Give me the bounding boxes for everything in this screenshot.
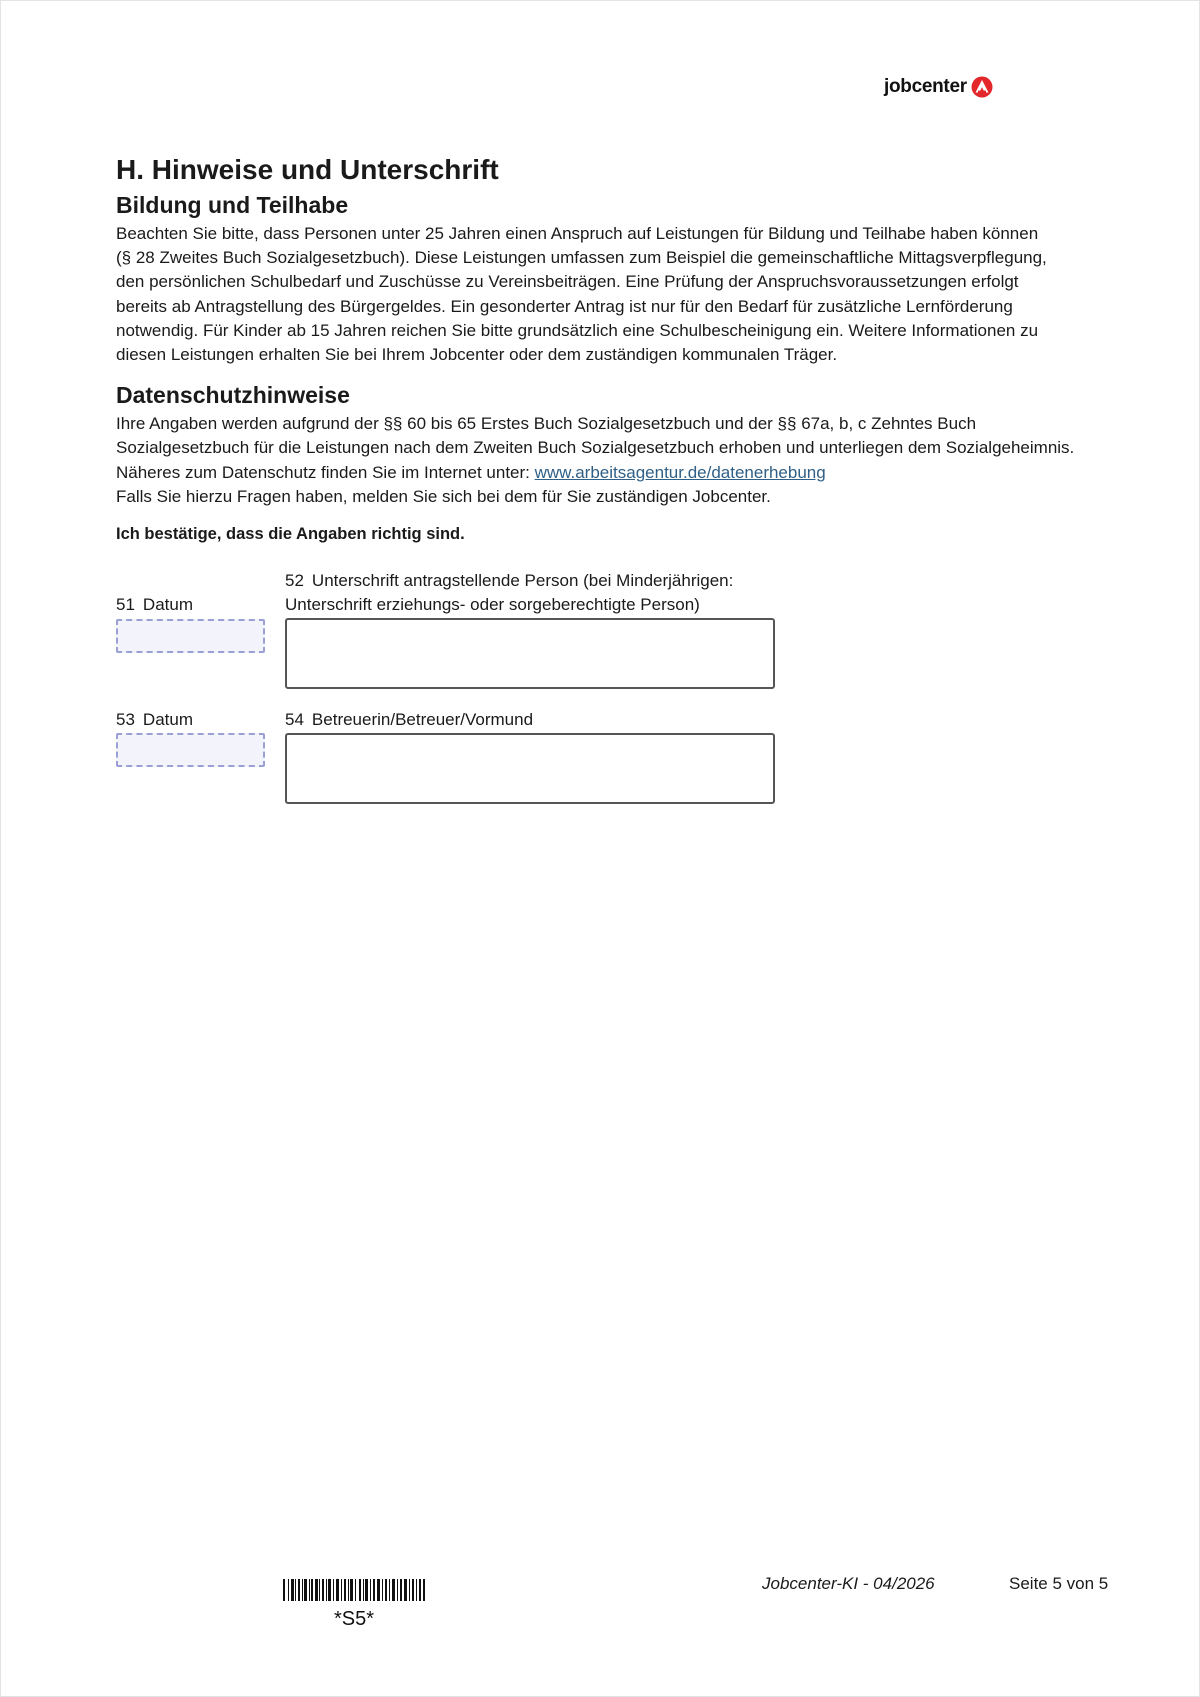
field-53-label	[116, 708, 193, 732]
barcode-label: *S5*	[333, 1608, 375, 1630]
jobcenter-logo	[884, 74, 993, 100]
datenschutz-text	[116, 412, 1116, 509]
bildung-text	[116, 222, 1116, 367]
barcode-icon	[283, 1579, 425, 1601]
field-number: 51	[116, 595, 135, 614]
bildung-line: den persönlichen Schulbedarf und Zuschüsse zu Vereinsbeiträgen. Eine Prüfung der Anspruchsvoraussetzungen erfolgt	[116, 272, 1019, 292]
bildung-line: (§ 28 Zweites Buch Sozialgesetzbuch). Diese Leistungen umfassen zum Beispiel die gemeinschaftliche Mittagsverpflegung,	[116, 248, 1047, 268]
field-51-label	[116, 593, 193, 617]
form-code: Jobcenter-KI - 04/2026	[762, 1574, 935, 1593]
jobcenter-logo-icon	[971, 76, 993, 98]
page-number: Seite 5 von 5	[1009, 1574, 1109, 1593]
field-number: 52	[285, 571, 304, 590]
field-52-label	[285, 569, 733, 617]
bildung-heading: Bildung und Teilhabe	[116, 192, 349, 218]
field-number: 54	[285, 710, 304, 729]
field-label-text: Betreuerin/Betreuer/Vormund	[311, 710, 534, 729]
signature-box-52[interactable]	[285, 618, 775, 689]
date-input-53[interactable]	[116, 733, 265, 767]
main-content	[116, 152, 1116, 546]
bildung-line: bereits ab Antragstellung des Bürgergeldes. Ein gesonderter Antrag ist nur für den Bedarf für zusätzliche Lernförderung	[116, 296, 1013, 316]
datenschutz-line: Ihre Angaben werden aufgrund der §§ 60 bis 65 Erstes Buch Sozialgesetzbuch und der §§ 67a, b, c Zehntes Buch	[116, 414, 977, 434]
date-input-51[interactable]	[116, 619, 265, 653]
field-label-text: Unterschrift erziehungs- oder sorgeberechtigte Person)	[285, 595, 700, 614]
datenschutz-line: Falls Sie hierzu Fragen haben, melden Sie sich bei dem für Sie zuständigen Jobcenter.	[116, 486, 771, 506]
logo-text: jobcenter	[884, 76, 967, 97]
bildung-line: diesen Leistungen erhalten Sie bei Ihrem Jobcenter oder dem zuständigen kommunalen Träger.	[116, 345, 838, 365]
field-label-text: Datum	[142, 595, 193, 614]
confirmation-statement: Ich bestätige, dass die Angaben richtig sind.	[116, 525, 465, 544]
datenerhebung-link[interactable]: www.arbeitsagentur.de/datenerhebung	[534, 462, 826, 482]
field-label-text: Datum	[142, 710, 193, 729]
field-54-label	[285, 708, 533, 732]
signature-box-54[interactable]	[285, 733, 775, 804]
datenschutz-heading: Datenschutzhinweise	[116, 382, 350, 409]
bildung-section	[116, 190, 1116, 367]
section-title: H. Hinweise und Unterschrift	[116, 154, 499, 185]
field-number: 53	[116, 710, 135, 729]
bildung-line: Beachten Sie bitte, dass Personen unter 25 Jahren einen Anspruch auf Leistungen für Bildung und Teilhabe haben können	[116, 224, 1039, 243]
datenschutz-line-prefix: Näheres zum Datenschutz finden Sie im Internet unter:	[116, 462, 535, 482]
datenschutz-line: Sozialgesetzbuch für die Leistungen nach dem Zweiten Buch Sozialgesetzbuch erhoben und unterliegen dem Sozialgeheimnis.	[116, 438, 1075, 458]
bildung-line: notwendig. Für Kinder ab 15 Jahren reichen Sie bitte grundsätzlich eine Schulbescheinigung ein. Weitere Informationen zu	[116, 320, 1039, 340]
datenschutz-section	[116, 380, 1116, 509]
field-label-text: Unterschrift antragstellende Person (bei Minderjährigen:	[311, 571, 734, 590]
